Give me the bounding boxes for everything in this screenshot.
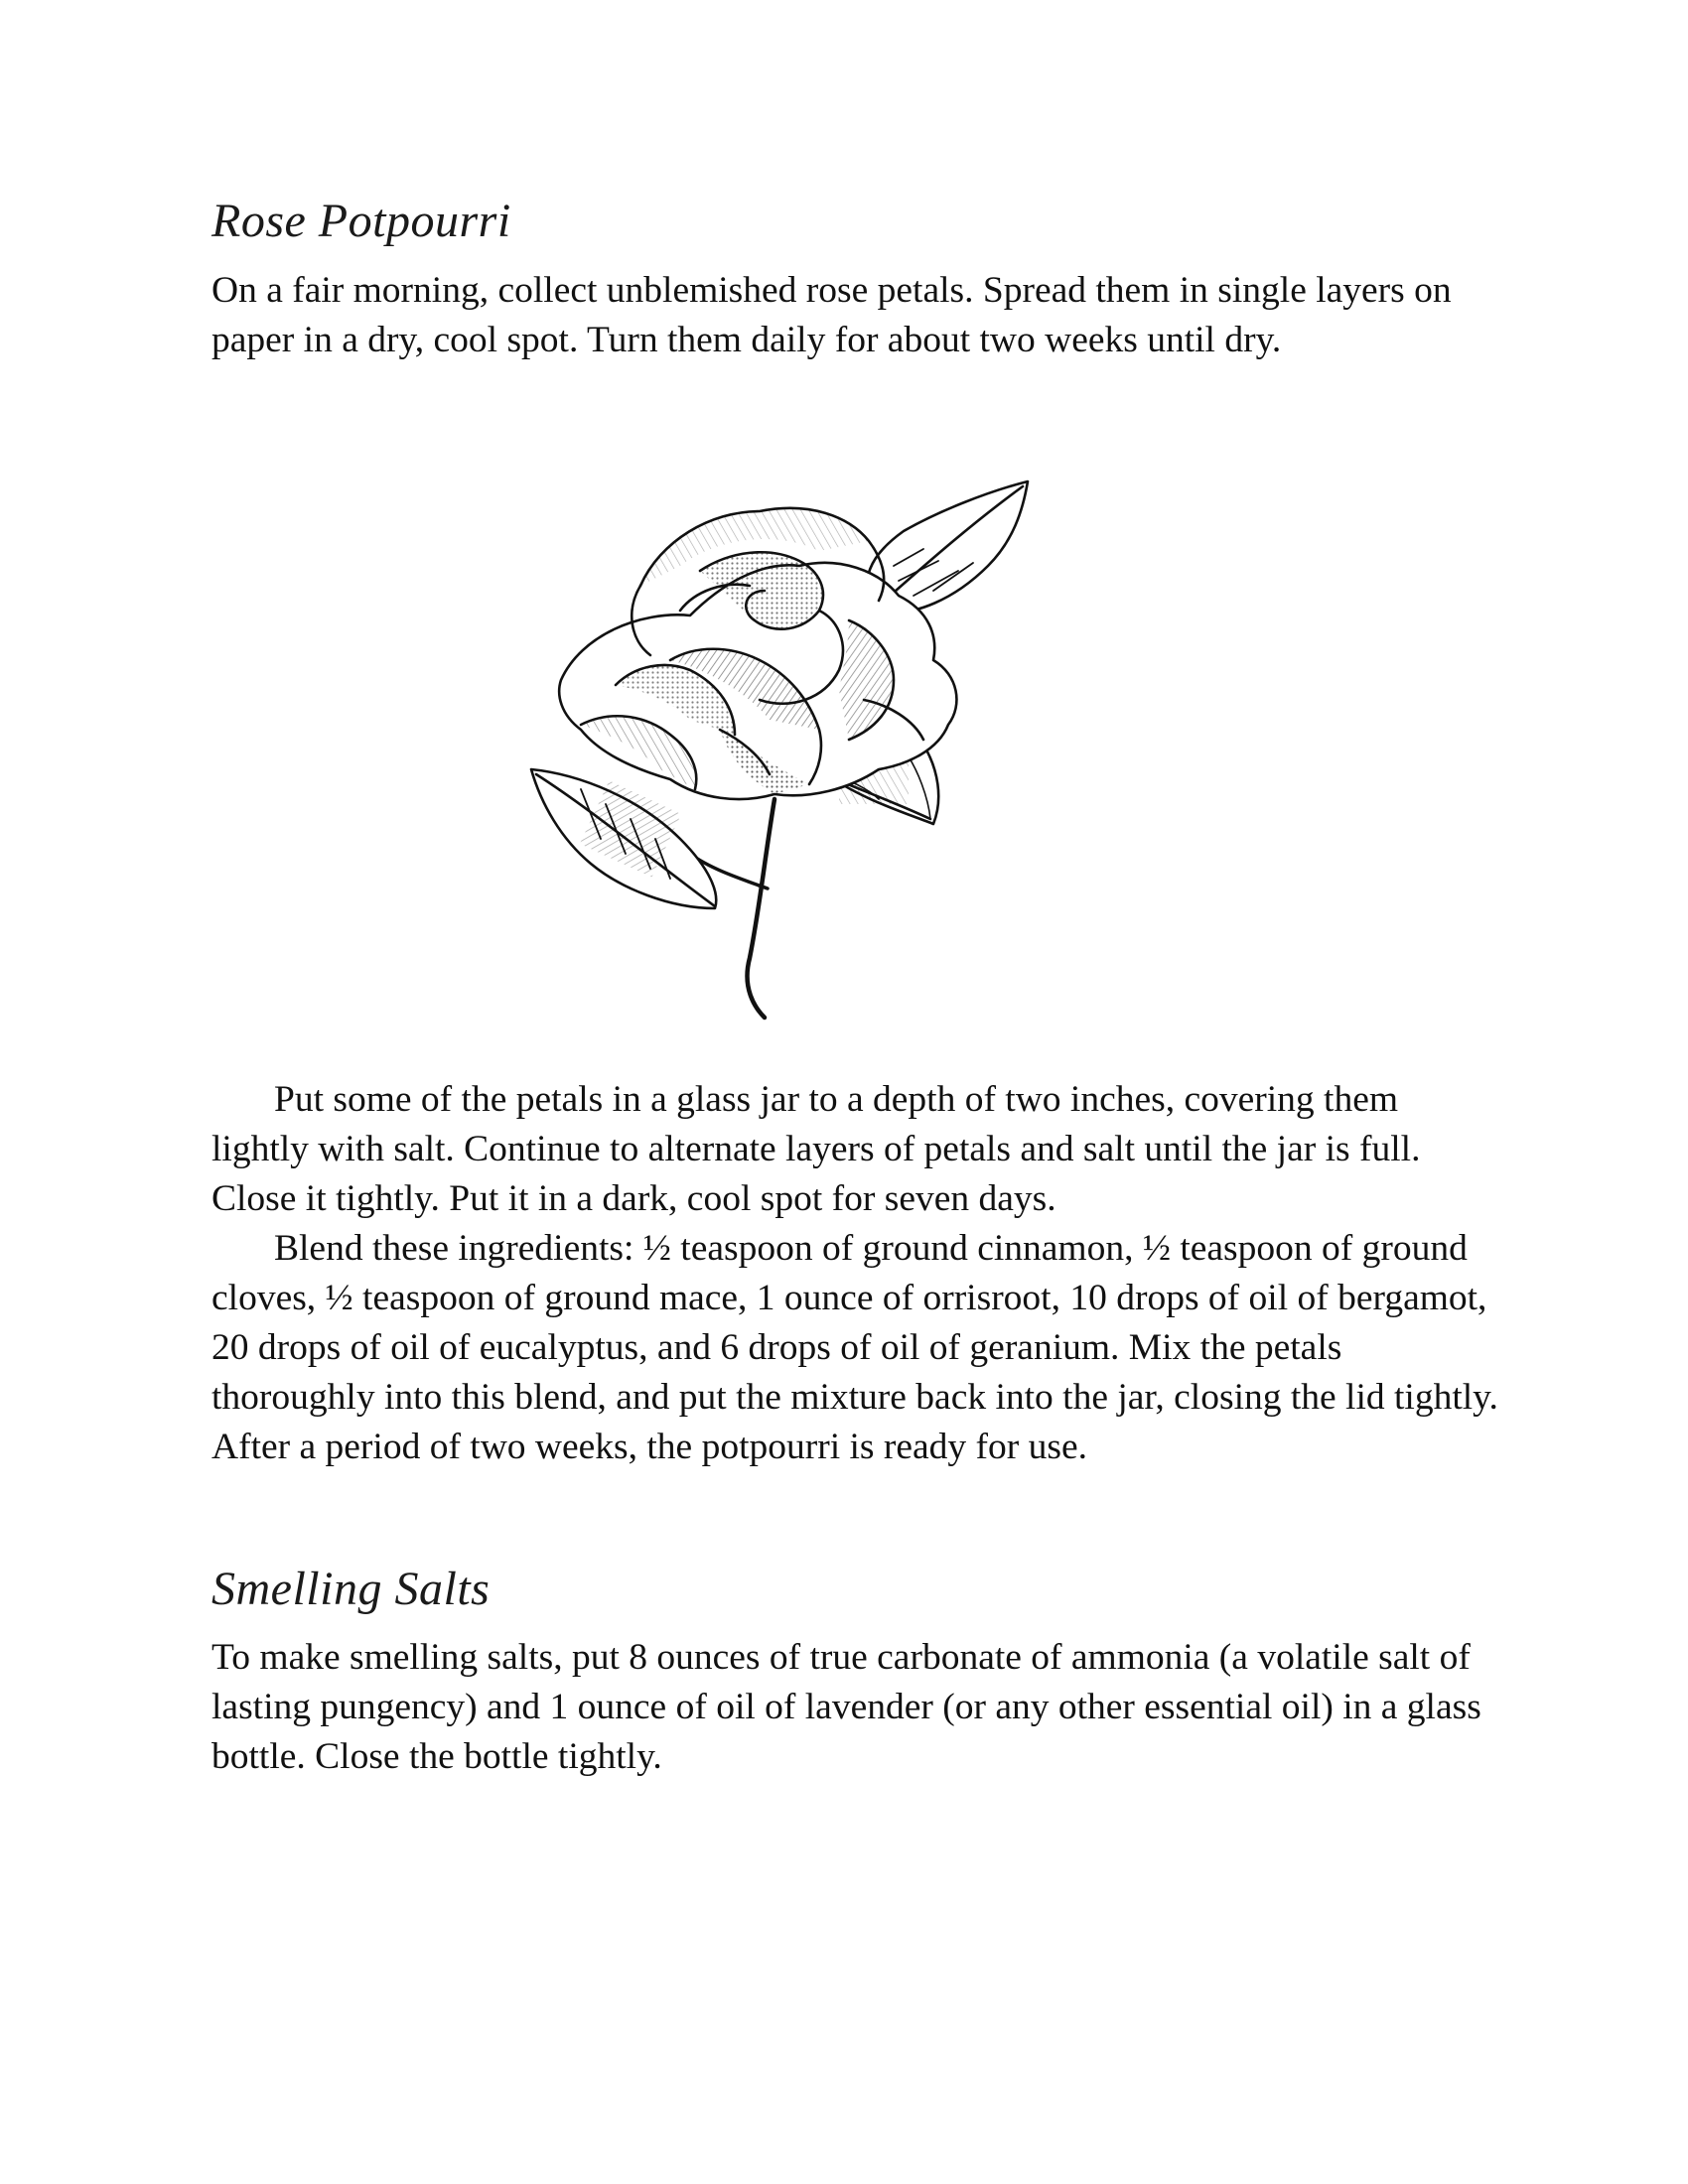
paragraph: On a fair morning, collect unblemished rose petals. Spread them in single layers on paper in a dry, cool spot. Turn them daily for about two weeks until dry. <box>211 270 1452 360</box>
section-body-rose-potpourri-continued <box>211 1075 1502 1472</box>
paragraph: To make smelling salts, put 8 ounces of true carbonate of ammonia (a volatile salt of lasting pungency) and 1 ounce of oil of lavender (or any other essential oil) in a glass bottle. Close the bottle tightly. <box>211 1637 1481 1777</box>
section-body-smelling-salts <box>211 1633 1502 1782</box>
section-body-rose-potpourri <box>211 266 1502 365</box>
paragraph: Put some of the petals in a glass jar to a depth of two inches, covering them lightly with salt. Continue to alternate layers of petals and salt until the jar is full. Close it tightly. Put it in a dark, cool spot for seven days. <box>211 1079 1421 1219</box>
paragraph: Blend these ingredients: ½ teaspoon of ground cinnamon, ½ teaspoon of ground cloves, ½ teaspoon of ground mace, 1 ounce of orrisroot, 10 drops of oil of bergamot, 20 drops of oil of eucalyptus, and 6 drops of oil of geranium. Mix the petals thoroughly into this blend, and put the mixture back into the jar, closing the lid tightly. After a period of two weeks, the potpourri is ready for use. <box>211 1228 1498 1467</box>
section-title-rose-potpourri: Rose Potpourri <box>211 195 511 247</box>
section-title-smelling-salts: Smelling Salts <box>211 1563 491 1615</box>
rose-engraving-icon <box>521 472 1087 1027</box>
